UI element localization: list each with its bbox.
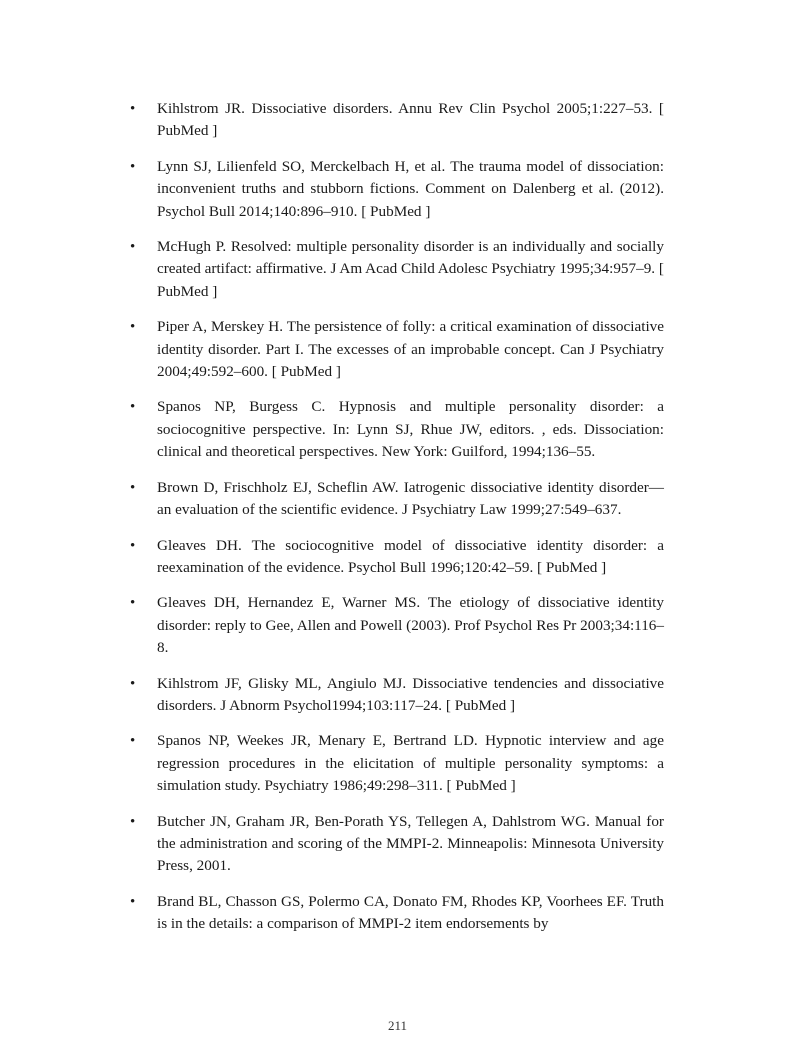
reference-item	[130, 98, 664, 143]
bullet-icon: •	[130, 239, 136, 256]
reference-item	[130, 811, 664, 878]
bullet-icon: •	[130, 893, 136, 910]
page-number: 211	[387, 1018, 408, 1033]
bullet-icon: •	[130, 158, 136, 175]
reference-item	[130, 156, 664, 223]
reference-text: Butcher JN, Graham JR, Ben-Porath YS, Tellegen A, Dahlstrom WG. Manual for the administration and scoring of the MMPI-2. Minneapolis: Minnesota University Press, 2001.	[157, 812, 664, 875]
reference-item	[130, 891, 664, 936]
bullet-icon: •	[130, 813, 136, 830]
reference-text: Gleaves DH. The sociocognitive model of dissociative identity disorder: a reexamination of the evidence. Psychol Bull 1996;120:42–59. [ PubMed ]	[157, 536, 664, 576]
reference-text: Brown D, Frischholz EJ, Scheflin AW. Iatrogenic dissociative identity disorder—an evaluation of the scientific evidence. J Psychiatry Law 1999;27:549–637.	[157, 478, 664, 519]
reference-text: Spanos NP, Burgess C. Hypnosis and multiple personality disorder: a sociocognitive perspective. In: Lynn SJ, Rhue JW, editors. , eds. Dissociation: clinical and theoretical perspectives. New York: Guilford, 1994;136–55.	[157, 398, 664, 461]
reference-item	[130, 592, 664, 659]
reference-text: Gleaves DH, Hernandez E, Warner MS. The etiology of dissociative identity disorder: reply to Gee, Allen and Powell (2003). Prof Psychol Res Pr 2003;34:116–8.	[157, 594, 664, 657]
bullet-icon: •	[130, 479, 136, 496]
reference-item	[130, 730, 664, 797]
bullet-icon: •	[130, 675, 136, 692]
reference-text: McHugh P. Resolved: multiple personality disorder is an individually and socially created artifact: affirmative. J Am Acad Child Adolesc Psychiatry 1995;34:957–9. [ PubMed ]	[157, 238, 664, 300]
bullet-icon: •	[130, 595, 136, 612]
reference-text: Kihlstrom JR. Dissociative disorders. Annu Rev Clin Psychol 2005;1:227–53. [ PubMed ]	[157, 100, 664, 140]
reference-item	[130, 396, 664, 463]
reference-item	[130, 673, 664, 718]
bullet-icon: •	[130, 101, 136, 117]
reference-text: Piper A, Merskey H. The persistence of folly: a critical examination of dissociative identity disorder. Part I. The excesses of an improbable concept. Can J Psychiatry 2004;49:592–600. [ PubMed ]	[157, 318, 664, 381]
reference-list	[130, 98, 664, 949]
bullet-icon: •	[130, 537, 136, 554]
reference-text: Kihlstrom JF, Glisky ML, Angiulo MJ. Dissociative tendencies and dissociative disorders. J Abnorm Psychol1994;103:117–24. [ PubMed ]	[157, 674, 664, 714]
bullet-icon: •	[130, 399, 136, 416]
reference-item	[130, 477, 664, 522]
bullet-icon: •	[130, 319, 136, 336]
reference-text: Brand BL, Chasson GS, Polermo CA, Donato FM, Rhodes KP, Voorhees EF. Truth is in the details: a comparison of MMPI-2 item endorsements by	[157, 892, 664, 933]
reference-text: Spanos NP, Weekes JR, Menary E, Bertrand LD. Hypnotic interview and age regression procedures in the elicitation of multiple personality symptoms: a simulation study. Psychiatry 1986;49:298–311. [ PubMed ]	[157, 732, 664, 795]
reference-item	[130, 236, 664, 303]
reference-item	[130, 535, 664, 580]
reference-item	[130, 316, 664, 383]
bullet-icon: •	[130, 733, 136, 750]
reference-text: Lynn SJ, Lilienfeld SO, Merckelbach H, et al. The trauma model of dissociation: inconvenient truths and stubborn fictions. Comment on Dalenberg et al. (2012). Psychol Bull 2014;140:896–910. [ PubMed ]	[157, 157, 664, 220]
